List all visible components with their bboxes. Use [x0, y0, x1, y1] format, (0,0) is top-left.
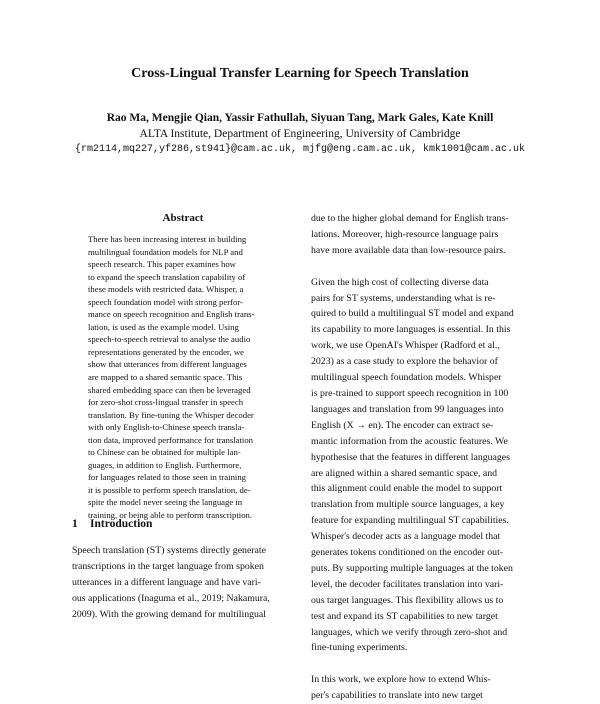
- text-line: for languages related to those seen in training: [88, 472, 247, 483]
- text-line: spite the model never seeing the language in: [88, 497, 243, 508]
- author-list: Rao Ma, Mengjie Qian, Yassir Fathullah, Siyuan Tang, Mark Gales, Kate Knill: [106, 112, 494, 124]
- text-line: with only English-to-Chinese speech transla-: [88, 422, 245, 433]
- text-line: per's capabilities to translate into new target: [311, 690, 483, 702]
- text-line: Speech translation (ST) systems directly generate: [72, 545, 266, 556]
- text-line: translation. By fine-tuning the Whisper decoder: [88, 409, 254, 420]
- text-line: ous target languages. This flexibility allows us to: [311, 594, 504, 606]
- text-line: English (X → en). The encoder can extract se-: [311, 419, 494, 431]
- text-line: [311, 656, 533, 672]
- text-line: ous applications (Inaguma et al., 2019; Nakamura,: [72, 593, 270, 604]
- text-line: level, the decoder facilitates translation into vari-: [311, 578, 504, 590]
- text-line: [311, 259, 533, 275]
- text-line: test and expand its ST capabilities to new target: [311, 610, 498, 622]
- text-line: languages, which we verify through zero-shot and: [311, 626, 508, 638]
- text-line: mantic information from the acoustic features. We: [311, 435, 508, 447]
- text-line: puts. By supporting multiple languages at the token: [311, 562, 513, 574]
- text-line: representations generated by the encoder, we: [88, 346, 244, 357]
- text-line: these models with restricted data. Whisper, a: [88, 284, 244, 295]
- text-line: transcriptions in the target language from spoken: [72, 561, 264, 572]
- text-line: for zero-shot cross-lingual transfer in speech: [88, 397, 244, 408]
- abstract-body: [88, 233, 288, 522]
- text-line: it is possible to perform speech translation, de-: [88, 484, 251, 495]
- text-line: speech-to-speech retrieval to analyse the audio: [88, 334, 251, 345]
- author-emails: {rm2114,mq227,yf286,st941}@cam.ac.uk, mjfg@eng.cam.ac.uk, kmk1001@cam.ac.uk: [74, 144, 526, 155]
- text-line: its capability to more languages is essential. In this: [311, 324, 511, 336]
- text-line: training, or being able to perform transcription.: [88, 510, 253, 521]
- text-line: generates tokens conditioned on the encoder out-: [311, 547, 504, 559]
- text-line: speech foundation model with strong perfor-: [88, 296, 243, 307]
- text-line: guages, in addition to English. Furthermore,: [88, 459, 242, 470]
- text-line: There has been increasing interest in building: [88, 234, 247, 244]
- text-line: utterances in a different language and have vari-: [72, 577, 261, 588]
- text-line: hypothesise that the features in different languages: [311, 451, 510, 463]
- text-line: fine-tuning experiments.: [311, 642, 408, 654]
- text-line: pairs for ST systems, understanding what is re-: [311, 292, 496, 304]
- text-line: tion data, improved performance for translation: [88, 434, 254, 445]
- text-line: quired to build a multilingual ST model and expand: [311, 308, 514, 320]
- text-line: languages and translation from 99 languages into: [311, 403, 504, 415]
- text-line: 2009). With the growing demand for multilingual: [72, 609, 266, 620]
- text-line: lations. Moreover, high-resource language pairs: [311, 228, 499, 240]
- text-line: to Chinese can be obtained for multiple lan-: [88, 447, 241, 458]
- text-line: mance on speech recognition and English trans-: [88, 309, 255, 320]
- text-line: multilingual speech foundation models. Whisper: [311, 372, 502, 384]
- text-line: shared embedding space can then be leveraged: [88, 384, 251, 395]
- section-heading-introduction: [72, 518, 302, 530]
- section-title: Introduction: [90, 518, 153, 530]
- text-line: are mapped to a shared semantic space. This: [88, 372, 243, 383]
- text-line: have more available data than low-resource pairs.: [311, 244, 506, 256]
- right-column-body: [311, 211, 533, 704]
- text-line: feature for expanding multilingual ST capabilities.: [311, 515, 509, 527]
- introduction-body: [72, 543, 302, 623]
- text-line: multilingual foundation models for NLP and: [88, 246, 243, 257]
- text-line: are aligned within a shared semantic space, and: [311, 467, 498, 479]
- text-line: lation, is used as the example model. Using: [88, 321, 239, 332]
- text-line: show that utterances from different languages: [88, 359, 247, 370]
- text-line: is pre-trained to support speech recognition in 100: [311, 387, 509, 399]
- text-line: to expand the speech translation capability of: [88, 271, 246, 282]
- text-line: translation from multiple source languages, a key: [311, 499, 505, 511]
- paper-title: Cross-Lingual Transfer Learning for Speech Translation: [131, 66, 469, 81]
- affiliation: ALTA Institute, Department of Engineering, University of Cambridge: [139, 128, 461, 140]
- text-line: 2023) as a case study to explore the behavior of: [311, 356, 498, 368]
- text-line: due to the higher global demand for English trans-: [311, 213, 509, 224]
- text-line: speech research. This paper examines how: [88, 259, 236, 270]
- text-line: work, we use OpenAI's Whisper (Radford et al.,: [311, 340, 500, 352]
- section-number: 1: [72, 518, 78, 530]
- text-line: this alignment could enable the model to support: [311, 483, 503, 495]
- text-line: Given the high cost of collecting diverse data: [311, 276, 489, 288]
- text-line: Whisper's decoder acts as a language model that: [311, 531, 501, 543]
- abstract-heading: Abstract: [162, 212, 204, 224]
- text-line: In this work, we explore how to extend Whis-: [311, 674, 491, 686]
